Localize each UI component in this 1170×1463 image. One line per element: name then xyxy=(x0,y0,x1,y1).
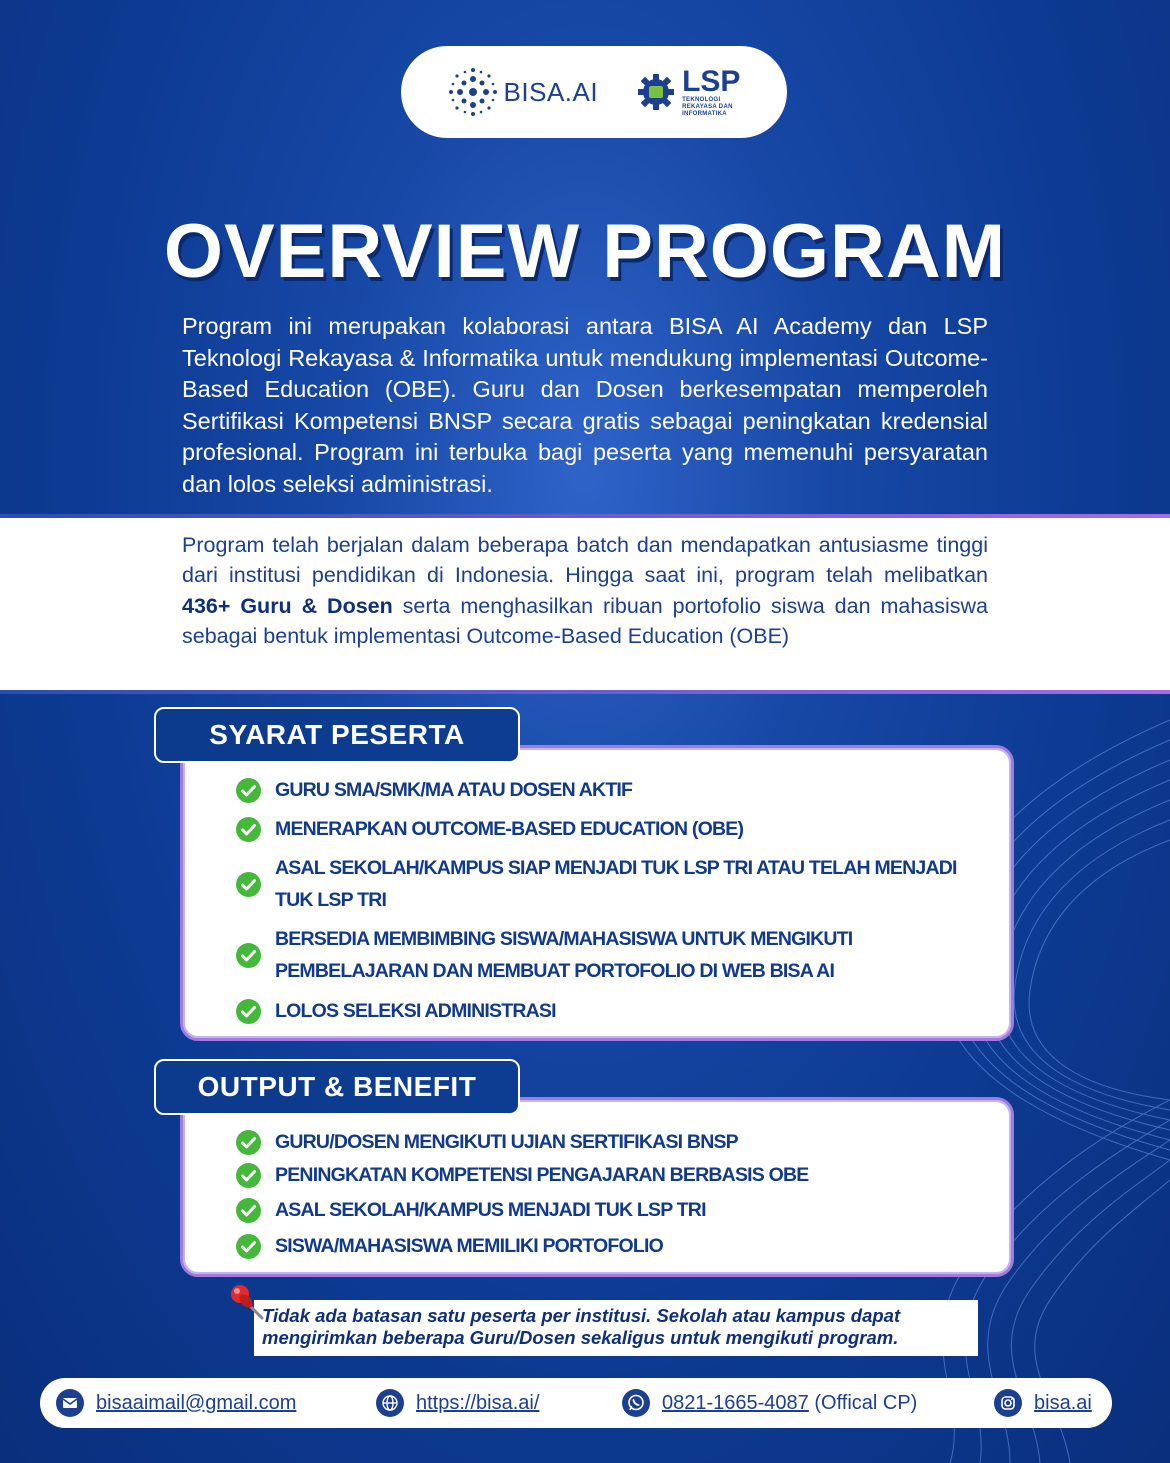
bisa-dots-icon xyxy=(448,67,498,117)
list-item xyxy=(236,813,975,845)
list-item-text: SISWA/MAHASISWA MEMILIKI PORTOFOLIO xyxy=(275,1235,664,1257)
website-link[interactable]: https://bisa.ai/ xyxy=(416,1391,540,1414)
stats-text-after: serta menghasilkan ribuan portofolio siswa dan mahasiswa sebagai bentuk implementasi Outcome-Based Education (OBE) xyxy=(182,593,988,648)
page-title: OVERVIEW PROGRAM xyxy=(163,209,1007,294)
lsp-subtitle-2: REKAYASA DAN xyxy=(682,103,733,110)
contact-footer xyxy=(40,1378,1112,1428)
list-item-text: PENINGKATAN KOMPETENSI PENGAJARAN BERBASIS OBE xyxy=(275,1164,809,1186)
list-item xyxy=(236,923,975,987)
email-contact[interactable] xyxy=(56,1378,296,1428)
logo-bar xyxy=(401,46,787,138)
syarat-heading: SYARAT PESERTA xyxy=(154,707,520,763)
list-item xyxy=(236,852,975,916)
phone-contact[interactable] xyxy=(622,1378,917,1428)
instagram-contact[interactable] xyxy=(994,1378,1092,1428)
instagram-icon xyxy=(994,1389,1022,1417)
list-item xyxy=(236,1230,975,1262)
stats-paragraph xyxy=(182,530,988,651)
list-item-text: LOLOS SELEKSI ADMINISTRASI xyxy=(275,1000,556,1022)
stats-text-before: Program telah berjalan dalam beberapa batch dan mendapatkan antusiasme tinggi dari institusi pendidikan di Indonesia. Hingga saat ini, program telah melibatkan xyxy=(182,533,988,588)
list-item-text: ASAL SEKOLAH/KAMPUS SIAP MENJADI TUK LSP TRI ATAU TELAH MENJADI TUK LSP TRI xyxy=(275,857,957,911)
lsp-subtitle-3: INFORMATIKA xyxy=(682,110,727,117)
list-item xyxy=(236,1194,975,1226)
phone-link[interactable]: 0821-1665-4087 xyxy=(662,1391,809,1414)
list-item xyxy=(236,774,975,806)
list-item-text: MENERAPKAN OUTCOME-BASED EDUCATION (OBE) xyxy=(275,818,744,840)
bisa-ai-logo xyxy=(448,67,599,117)
globe-icon xyxy=(376,1389,404,1417)
whatsapp-icon xyxy=(622,1389,650,1417)
lsp-logo xyxy=(636,64,741,118)
pushpin-icon xyxy=(224,1280,270,1326)
check-icon xyxy=(236,1130,261,1155)
email-link[interactable]: bisaaimail@gmail.com xyxy=(96,1391,297,1414)
check-icon xyxy=(236,999,261,1024)
lsp-wordmark: LSP xyxy=(682,64,741,98)
bisa-ai-wordmark: BISA.AI xyxy=(503,76,599,107)
check-icon xyxy=(236,1163,261,1188)
list-item xyxy=(236,995,975,1027)
check-icon xyxy=(236,943,261,968)
website-contact[interactable] xyxy=(376,1378,539,1428)
benefit-heading: OUTPUT & BENEFIT xyxy=(154,1059,520,1115)
phone-suffix: (Offical CP) xyxy=(808,1391,918,1414)
stats-highlight: 436+ Guru & Dosen xyxy=(182,593,393,618)
list-item-text: GURU SMA/SMK/MA ATAU DOSEN AKTIF xyxy=(275,779,633,801)
lsp-subtitle-1: TEKNOLOGI xyxy=(682,96,721,103)
phone-text xyxy=(662,1392,917,1415)
list-item xyxy=(236,1126,975,1158)
check-icon xyxy=(236,817,261,842)
lsp-gear-icon xyxy=(636,72,676,112)
list-item xyxy=(236,1159,975,1191)
list-item-text: ASAL SEKOLAH/KAMPUS MENJADI TUK LSP TRI xyxy=(275,1199,706,1221)
list-item-text: BERSEDIA MEMBIMBING SISWA/MAHASISWA UNTUK MENGIKUTI PEMBELAJARAN DAN MEMBUAT PORTOFOLIO DI WEB BISA AI xyxy=(275,928,853,982)
instagram-link[interactable]: bisa.ai xyxy=(1034,1391,1092,1414)
note-box: Tidak ada batasan satu peserta per institusi. Sekolah atau kampus dapat mengirimkan beberapa Guru/Dosen sekaligus untuk mengikuti program. xyxy=(254,1300,978,1356)
check-icon xyxy=(236,1198,261,1223)
check-icon xyxy=(236,1234,261,1259)
check-icon xyxy=(236,872,261,897)
check-icon xyxy=(236,778,261,803)
mail-icon xyxy=(56,1389,84,1417)
intro-paragraph: Program ini merupakan kolaborasi antara BISA AI Academy dan LSP Teknologi Rekayasa & Informatika untuk mendukung implementasi Outcome-Based Education (OBE). Guru dan Dosen berkesempatan memperoleh Sertifikasi Kompetensi BNSP secara gratis sebagai peningkatan kredensial profesional. Program ini terbuka bagi peserta yang memenuhi persyaratan dan lolos seleksi administrasi. xyxy=(182,313,988,497)
list-item-text: GURU/DOSEN MENGIKUTI UJIAN SERTIFIKASI BNSP xyxy=(275,1131,738,1153)
